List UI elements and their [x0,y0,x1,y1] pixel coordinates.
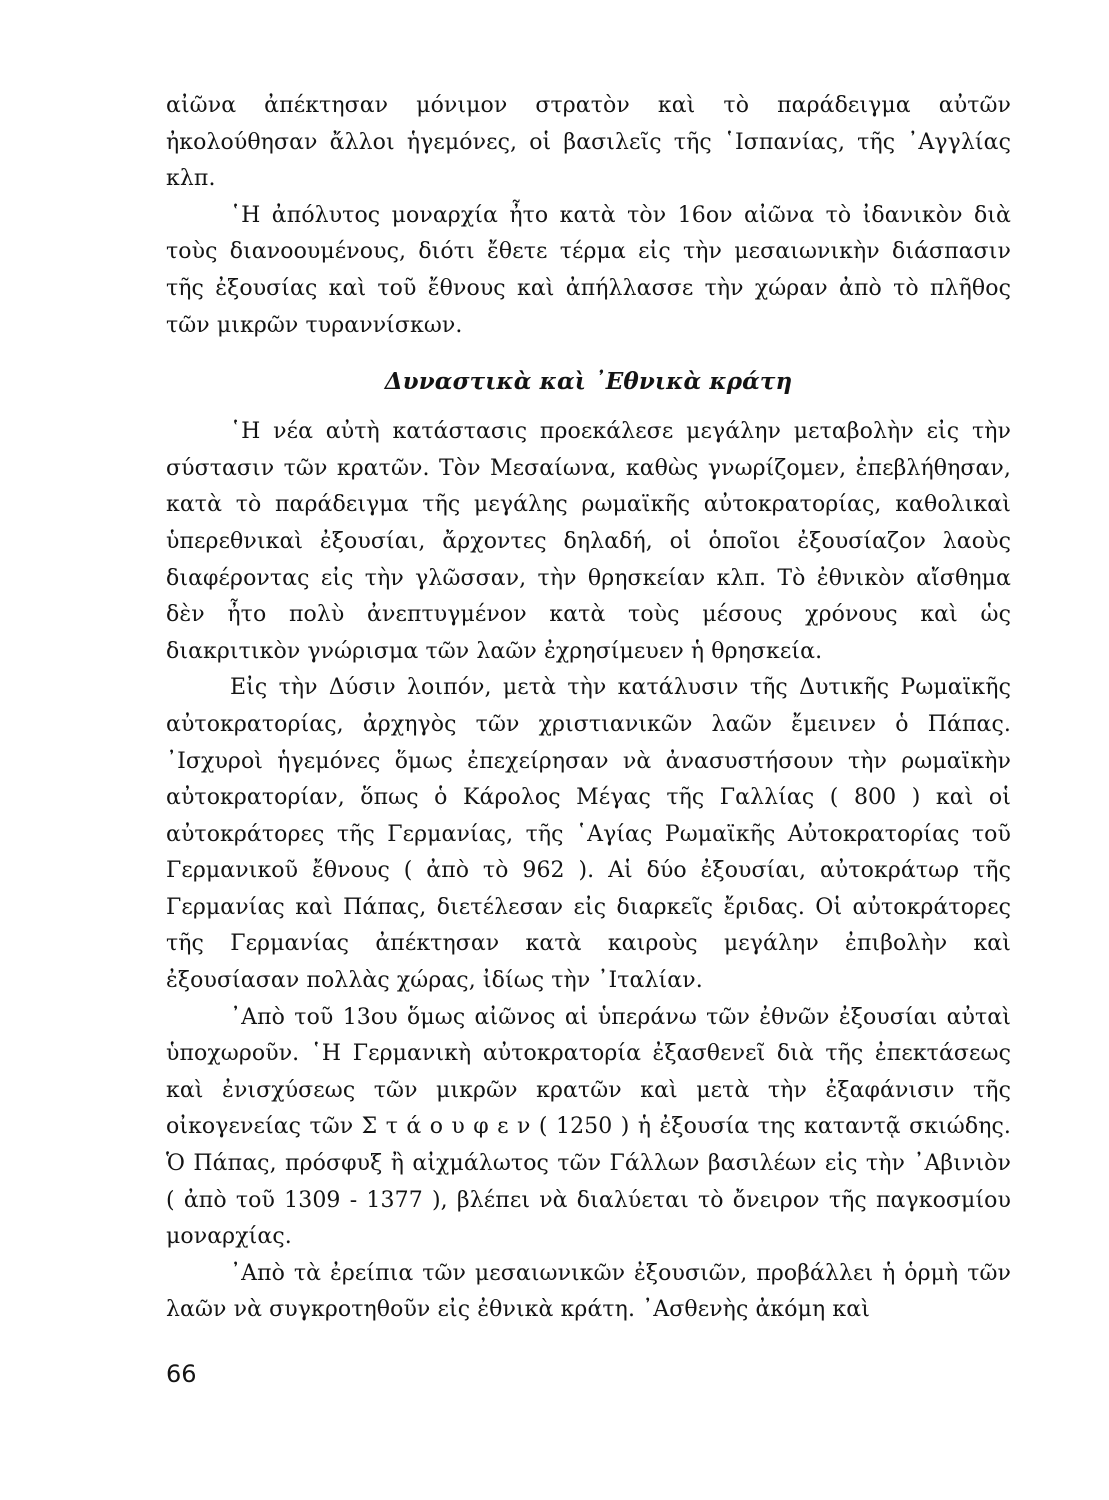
paragraph-new-situation: ῾Η νέα αὐτὴ κατάστασις προεκάλεσε μεγάλην μεταβολὴν εἰς τὴν σύστασιν τῶν κρατῶν. Τὸν Μεσαίωνα, καθὼς γνωρίζομεν, ἐπεβλήθησαν, κατὰ τὸ παράδειγμα τῆς μεγάλης ρωμαϊκῆς αὐτοκρατορίας, καθολικαὶ ὑπερεθνικαὶ ἐξουσίαι, ἄρχοντες δηλαδή, οἱ ὁποῖοι ἐξουσίαζον λαοὺς διαφέροντας εἰς τὴν γλῶσσαν, τὴν θρησκείαν κλπ. Τὸ ἐθνικὸν αἴσθημα δὲν ἦτο πολὺ ἀνεπτυγμένον κατὰ τοὺς μέσους χρόνους καὶ ὡς διακριτικὸν γνώρισμα τῶν λαῶν ἐχρησίμευεν ἡ θρησκεία. [166,419,1011,664]
paragraph-west: Εἰς τὴν Δύσιν λοιπόν, μετὰ τὴν κατάλυσιν τῆς Δυτικῆς Ρωμαϊκῆς αὐτοκρατορίας, ἀρχηγὸς τῶν χριστιανικῶν λαῶν ἔμεινεν ὁ Πάπας. ᾿Ισχυροὶ ἡγεμόνες ὅμως ἐπεχείρησαν νὰ ἀνασυστήσουν τὴν ρωμαϊκὴν αὐτοκρατορίαν, ὅπως ὁ Κάρολος Μέγας τῆς Γαλλίας ( 800 ) καὶ οἱ αὐτοκράτορες τῆς Γερμανίας, τῆς ῾Αγίας Ρωμαϊκῆς Αὐτοκρατορίας τοῦ Γερμανικοῦ ἔθνους ( ἀπὸ τὸ 962 ). Αἱ δύο ἐξουσίαι, αὐτοκράτωρ τῆς Γερμανίας καὶ Πάπας, διετέλεσαν εἰς διαρκεῖς ἔριδας. Οἱ αὐτοκράτορες τῆς Γερμανίας ἀπέκτησαν κατὰ καιροὺς μεγάλην ἐπιβολὴν καὶ ἐξουσίασαν πολλὰς χώρας, ἰδίως τὴν ᾿Ιταλίαν. [166,675,1011,994]
page-number: 66 [166,1360,197,1388]
paragraph-national-states: ᾿Απὸ τὰ ἐρείπια τῶν μεσαιωνικῶν ἐξουσιῶν, προβάλλει ἡ ὁρμὴ τῶν λαῶν νὰ συγκροτηθοῦν εἰς ἐθνικὰ κράτη. ᾿Ασθενὴς ἀκόμη καὶ [166,1260,1011,1323]
section-heading: Δυναστικὰ καὶ ᾿Εθνικὰ κράτη [384,368,793,396]
paragraph-continuation: αἰῶνα ἀπέκτησαν μόνιμον στρατὸν καὶ τὸ παράδειγμα αὐτῶν ἠκολούθησαν ἄλλοι ἡγεμόνες, οἱ βασιλεῖς τῆς ῾Ισπανίας, τῆς ᾿Αγγλίας κλπ. [166,93,1011,192]
paragraph-13th-century: ᾿Απὸ τοῦ 13ου ὅμως αἰῶνος αἱ ὑπεράνω τῶν ἐθνῶν ἐξουσίαι αὐταὶ ὑποχωροῦν. ῾Η Γερμανικὴ αὐτοκρατορία ἐξασθενεῖ διὰ τῆς ἐπεκτάσεως καὶ ἐνισχύσεως τῶν μικρῶν κρατῶν καὶ μετὰ τὴν ἐξαφάνισιν τῆς οἰκογενείας τῶν Σ τ ά ο υ φ ε ν ( 1250 ) ἡ ἐξουσία της καταντᾷ σκιώδης. Ὁ Πάπας, πρόσφυξ ἢ αἰχμάλωτος τῶν Γάλλων βασιλέων εἰς τὴν ᾿Αβινιὸν ( ἀπὸ τοῦ 1309 - 1377 ), βλέπει νὰ διαλύεται τὸ ὄνειρον τῆς παγκοσμίου μοναρχίας. [166,1004,1011,1250]
paragraph-absolute-monarchy: ῾Η ἀπόλυτος μοναρχία ἦτο κατὰ τὸν 16ον αἰῶνα τὸ ἰδανικὸν διὰ τοὺς διανοουμένους, διότι ἔθετε τέρμα εἰς τὴν μεσαιωνικὴν διάσπασιν τῆς ἐξουσίας καὶ τοῦ ἔθνους καὶ ἀπήλλασσε τὴν χώραν ἀπὸ τὸ πλῆθος τῶν μικρῶν τυραννίσκων. [166,202,1011,338]
body-text [166,88,1011,1329]
